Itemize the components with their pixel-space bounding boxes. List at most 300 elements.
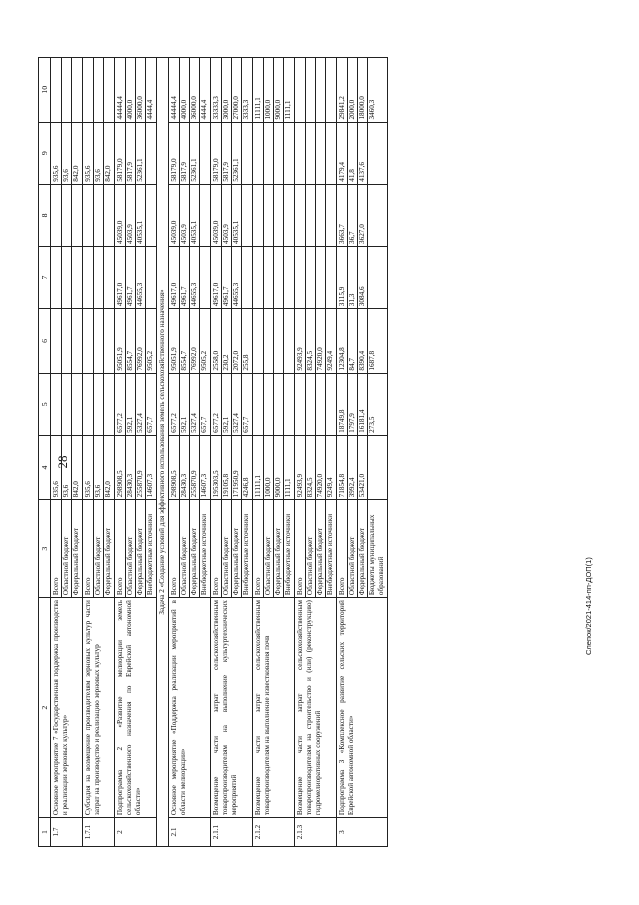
value: 230,2 (222, 309, 232, 372)
value: 6577,2 (116, 374, 126, 435)
value: 36,7 (348, 185, 358, 246)
value: 36000,0 (136, 58, 146, 122)
value: 3000,0 (222, 58, 232, 122)
value: 298908,5 (170, 436, 180, 499)
value: 9000,0 (274, 436, 284, 499)
value-cell (51, 184, 83, 246)
funding-source: Всего (338, 500, 348, 597)
value: 52361,1 (232, 123, 242, 184)
value: 1000,0 (264, 436, 274, 499)
value-cell (51, 435, 83, 499)
value-cell (115, 246, 157, 308)
value: 3627,0 (358, 185, 368, 246)
value: 4503,9 (222, 185, 232, 246)
value-cell (115, 435, 157, 499)
funding-source: Областной бюджет (264, 500, 274, 597)
value-cell (295, 122, 337, 184)
value: 44444,4 (116, 58, 126, 122)
table-row (295, 58, 337, 847)
value (368, 123, 377, 184)
column-header: 9 (39, 122, 51, 184)
value (52, 185, 62, 246)
value: 76992,0 (136, 309, 146, 372)
value-cell (337, 435, 388, 499)
value: 1000,0 (264, 58, 274, 122)
value (306, 123, 316, 184)
value-cell (337, 309, 388, 373)
value (94, 309, 104, 372)
funding-sources (83, 500, 115, 598)
column-header: 7 (39, 246, 51, 308)
value: 93,6 (62, 123, 72, 184)
table-row (253, 58, 295, 847)
value: 44655,3 (136, 247, 146, 308)
value: 14607,3 (146, 473, 154, 498)
value (94, 247, 104, 308)
column-header: 10 (39, 58, 51, 123)
value: 49617,0 (170, 247, 180, 308)
funding-source: Областной бюджет (222, 500, 232, 597)
value: 6577,2 (212, 374, 222, 435)
value: 3084,6 (358, 247, 368, 308)
value: 4000,0 (126, 58, 136, 122)
row-name: Возмещение части затрат сельскохозяйственным товаропроизводителям на выполнение культуртехнических мероприятий (211, 598, 253, 818)
funding-source: Областной бюджет (306, 500, 316, 597)
value: 44655,3 (190, 247, 200, 308)
value (326, 123, 335, 184)
value-cell (169, 309, 211, 373)
value: 935,6 (52, 436, 62, 499)
value-cell (115, 122, 157, 184)
value: 95051,9 (170, 309, 180, 372)
value: 9249,4 (326, 350, 334, 371)
value (264, 185, 274, 246)
value (104, 185, 113, 246)
funding-sources (253, 500, 295, 598)
value-cell (253, 246, 295, 308)
value (264, 247, 274, 308)
value-cell (253, 184, 295, 246)
value: 11111,1 (254, 58, 264, 122)
value (146, 185, 155, 246)
funding-source: Всего (296, 500, 306, 597)
value: 95051,9 (116, 309, 126, 372)
funding-source: Федеральный бюджет (232, 500, 242, 597)
value: 1111,1 (284, 478, 292, 498)
value-cell (295, 184, 337, 246)
row-name: Субсидия на возмещение производителям зерновых культур части затрат на производство и реализацию зерновых культур (83, 598, 115, 818)
value (72, 309, 81, 372)
value: 9249,4 (326, 477, 334, 498)
value (242, 185, 251, 246)
value (84, 309, 94, 372)
value (316, 185, 326, 246)
funding-sources (295, 500, 337, 598)
value: 44444,4 (170, 58, 180, 122)
row-index: 2 (115, 818, 157, 847)
value (200, 123, 209, 184)
value-cell (169, 184, 211, 246)
value: 6577,2 (170, 374, 180, 435)
funding-source: Федеральный бюджет (274, 500, 284, 597)
funding-source: Внебюджетные источники (242, 513, 250, 596)
value: 8390,4 (358, 309, 368, 372)
value-cell (83, 122, 115, 184)
value: 52361,1 (190, 123, 200, 184)
value: 58179,0 (212, 123, 222, 184)
funding-sources (115, 500, 157, 598)
funding-source: Федеральный бюджет (316, 500, 326, 597)
value: 5327,4 (232, 374, 242, 435)
value: 18749,8 (338, 374, 348, 435)
value-cell (295, 373, 337, 435)
column-header: 4 (39, 435, 51, 499)
funding-source: Бюджеты муниципальных образований (368, 514, 385, 596)
value: 92493,9 (296, 436, 306, 499)
value (242, 123, 251, 184)
value: 5327,4 (136, 374, 146, 435)
value-cell (51, 122, 83, 184)
value (296, 374, 306, 435)
row-name: Возмещение части затрат сельскохозяйственным товаропроизводителям на строительство и (или) (реконструкцию) гидромелиоративных сооружений (295, 598, 337, 818)
value: 195303,5 (212, 436, 222, 499)
value (62, 247, 72, 308)
value-cell (83, 373, 115, 435)
value (296, 247, 306, 308)
funding-source: Внебюджетные источники (200, 513, 208, 596)
row-index: 2.1.2 (253, 818, 295, 847)
value: 592,1 (126, 374, 136, 435)
header-row (39, 58, 51, 847)
value: 5327,4 (190, 374, 200, 435)
value-cell (51, 58, 83, 123)
funding-source: Всего (116, 500, 126, 597)
value: 45039,0 (212, 185, 222, 246)
value (316, 58, 326, 122)
value (52, 309, 62, 372)
value: 16181,4 (358, 374, 368, 435)
funding-sources (211, 500, 253, 598)
value: 4503,9 (126, 185, 136, 246)
value-cell (51, 373, 83, 435)
value: 1687,8 (368, 350, 376, 371)
table-row (211, 58, 253, 847)
value-cell (83, 246, 115, 308)
funding-source: Областной бюджет (94, 500, 104, 597)
value (254, 374, 264, 435)
value-cell (211, 184, 253, 246)
value (284, 247, 293, 308)
value: 8554,7 (126, 309, 136, 372)
value (274, 123, 284, 184)
funding-source: Всего (212, 500, 222, 597)
row-name: Основное мероприятие «Поддержка реализации мероприятий в области мелиорации» (169, 598, 211, 818)
value: 8554,7 (180, 309, 190, 372)
value: 9000,0 (274, 58, 284, 122)
value-cell (337, 373, 388, 435)
funding-sources (51, 500, 83, 598)
value: 2072,0 (232, 309, 242, 372)
value (368, 247, 377, 308)
row-name: Возмещение части затрат сельскохозяйственным товаропроизводителям на выполнение известкования почв (253, 598, 295, 818)
row-index: 3 (337, 818, 388, 847)
funding-source: Внебюджетные источники (146, 513, 154, 596)
value (264, 123, 274, 184)
value-cell (337, 58, 388, 123)
funding-source: Всего (254, 500, 264, 597)
value: 4444,4 (200, 99, 208, 120)
table-row (169, 58, 211, 847)
value: 3333,3 (242, 99, 250, 120)
value-cell (83, 435, 115, 499)
value (306, 185, 316, 246)
value: 5817,9 (222, 123, 232, 184)
value (306, 58, 316, 122)
value: 40535,1 (190, 185, 200, 246)
value (274, 247, 284, 308)
value: 71854,8 (338, 436, 348, 499)
value (84, 58, 94, 122)
value: 84,7 (348, 309, 358, 372)
value-cell (83, 309, 115, 373)
value-cell (337, 122, 388, 184)
value: 40535,1 (232, 185, 242, 246)
value: 5817,9 (180, 123, 190, 184)
value (274, 374, 284, 435)
value: 74920,0 (316, 309, 326, 372)
value: 76992,0 (190, 309, 200, 372)
column-header: 8 (39, 184, 51, 246)
value (284, 374, 293, 435)
value (146, 123, 155, 184)
value: 12304,8 (338, 309, 348, 372)
value (104, 309, 113, 372)
value: 18000,0 (358, 58, 368, 122)
value: 41,8 (348, 123, 358, 184)
value: 842,0 (72, 481, 80, 498)
column-header: 2 (39, 598, 51, 818)
value (200, 185, 209, 246)
section-row (157, 58, 169, 847)
value: 93,6 (94, 436, 104, 499)
value (254, 247, 264, 308)
value-cell (83, 184, 115, 246)
value: 53421,0 (358, 436, 368, 499)
value (326, 185, 335, 246)
value (284, 185, 293, 246)
page-number: 28 (55, 455, 70, 469)
row-index: 1.7.1 (83, 818, 115, 847)
value-cell (295, 435, 337, 499)
value: 28430,3 (180, 436, 190, 499)
value (296, 123, 306, 184)
value: 93,6 (62, 436, 72, 499)
funding-source: Всего (170, 500, 180, 597)
value (316, 247, 326, 308)
funding-source: Федеральный бюджет (72, 527, 80, 596)
value: 935,6 (84, 436, 94, 499)
value-cell (211, 58, 253, 123)
value: 842,0 (72, 165, 80, 182)
value: 4000,0 (180, 58, 190, 122)
value (264, 374, 274, 435)
value: 14607,3 (200, 473, 208, 498)
value: 27000,0 (232, 58, 242, 122)
value: 31,3 (348, 247, 358, 308)
value-cell (211, 309, 253, 373)
value: 44655,3 (232, 247, 242, 308)
value: 2558,0 (212, 309, 222, 372)
row-name: Подпрограмма 2 «Развитие мелиорации земель сельскохозяйственного назначения по Еврейской автономной области» (115, 598, 157, 818)
row-index: 2.1 (169, 818, 211, 847)
value (62, 185, 72, 246)
column-header: 3 (39, 500, 51, 598)
value: 49617,0 (212, 247, 222, 308)
value: 29841,2 (338, 58, 348, 122)
value (254, 309, 264, 372)
value (94, 58, 104, 122)
value (94, 374, 104, 435)
funding-source: Областной бюджет (62, 500, 72, 597)
value (264, 309, 274, 372)
value-cell (83, 58, 115, 123)
value-cell (51, 309, 83, 373)
funding-source: Областной бюджет (126, 500, 136, 597)
value (104, 247, 113, 308)
value (62, 374, 72, 435)
value-cell (169, 122, 211, 184)
value (200, 247, 209, 308)
value (296, 58, 306, 122)
value: 3992,4 (348, 436, 358, 499)
value (316, 374, 326, 435)
value: 657,7 (146, 416, 154, 433)
value: 657,7 (242, 416, 250, 433)
value: 92493,9 (296, 309, 306, 372)
value: 3460,3 (368, 99, 376, 120)
value (306, 247, 316, 308)
value: 8324,5 (306, 309, 316, 372)
funding-source: Всего (52, 500, 62, 597)
value (104, 374, 113, 435)
value (326, 58, 335, 122)
value (62, 58, 72, 122)
value: 58179,0 (170, 123, 180, 184)
value: 45039,0 (116, 185, 126, 246)
value-cell (253, 373, 295, 435)
funding-sources (169, 500, 211, 598)
value (254, 185, 264, 246)
table-row (83, 58, 115, 847)
value-cell (211, 122, 253, 184)
value: 255,8 (242, 354, 250, 371)
value (274, 309, 284, 372)
budget-table (38, 57, 388, 847)
value (368, 436, 377, 499)
row-index: 2.1.1 (211, 818, 253, 847)
value-cell (51, 246, 83, 308)
value: 4961,7 (126, 247, 136, 308)
rotated-table-container (30, 47, 570, 857)
value: 45039,0 (170, 185, 180, 246)
value-cell (253, 309, 295, 373)
funding-sources (337, 500, 388, 598)
value: 1111,1 (284, 100, 292, 120)
value (72, 247, 81, 308)
value: 33333,3 (212, 58, 222, 122)
value-cell (115, 373, 157, 435)
value: 49617,0 (116, 247, 126, 308)
value: 3115,9 (338, 247, 348, 308)
value-cell (337, 184, 388, 246)
value (72, 374, 81, 435)
value: 4961,7 (222, 247, 232, 308)
value-cell (115, 309, 157, 373)
value (306, 374, 316, 435)
value: 4503,9 (180, 185, 190, 246)
value: 4137,6 (358, 123, 368, 184)
value: 255870,9 (190, 436, 200, 499)
row-index: 1.7 (51, 818, 83, 847)
section-title: Задача 2 «Создание условий для эффективного использования земель сельскохозяйственного назначения» (157, 58, 169, 847)
value: 298908,5 (116, 436, 126, 499)
value: 36000,0 (190, 58, 200, 122)
value (242, 247, 251, 308)
column-header: 1 (39, 818, 51, 847)
value (326, 247, 335, 308)
funding-source: Внебюджетные источники (284, 513, 292, 596)
value (72, 185, 81, 246)
value-cell (169, 58, 211, 123)
value (94, 185, 104, 246)
value: 9505,2 (200, 350, 208, 371)
value (84, 374, 94, 435)
value (284, 309, 293, 372)
value-cell (169, 373, 211, 435)
footer-code: Слепок/2021-414-пп-ДОП(1) (584, 557, 593, 655)
funding-source: Федеральный бюджет (358, 500, 368, 597)
column-header: 6 (39, 309, 51, 373)
funding-source: Всего (84, 500, 94, 597)
value: 40535,1 (136, 185, 146, 246)
value (368, 185, 377, 246)
value: 9505,2 (146, 350, 154, 371)
value: 592,1 (180, 374, 190, 435)
table-row (115, 58, 157, 847)
value (296, 185, 306, 246)
value-cell (253, 122, 295, 184)
value-cell (211, 435, 253, 499)
table-row (51, 58, 83, 847)
value-cell (211, 373, 253, 435)
value: 2000,0 (348, 58, 358, 122)
value-cell (295, 58, 337, 123)
value: 657,7 (200, 416, 208, 433)
value: 171950,9 (232, 436, 242, 499)
value (52, 247, 62, 308)
value (72, 58, 81, 122)
table-row (337, 58, 388, 847)
value-cell (211, 246, 253, 308)
value (326, 374, 335, 435)
value: 11111,1 (254, 436, 264, 499)
value (316, 123, 326, 184)
value: 4961,7 (180, 247, 190, 308)
value: 935,6 (52, 123, 62, 184)
value-cell (295, 246, 337, 308)
funding-source: Федеральный бюджет (104, 527, 112, 596)
value-cell (169, 246, 211, 308)
